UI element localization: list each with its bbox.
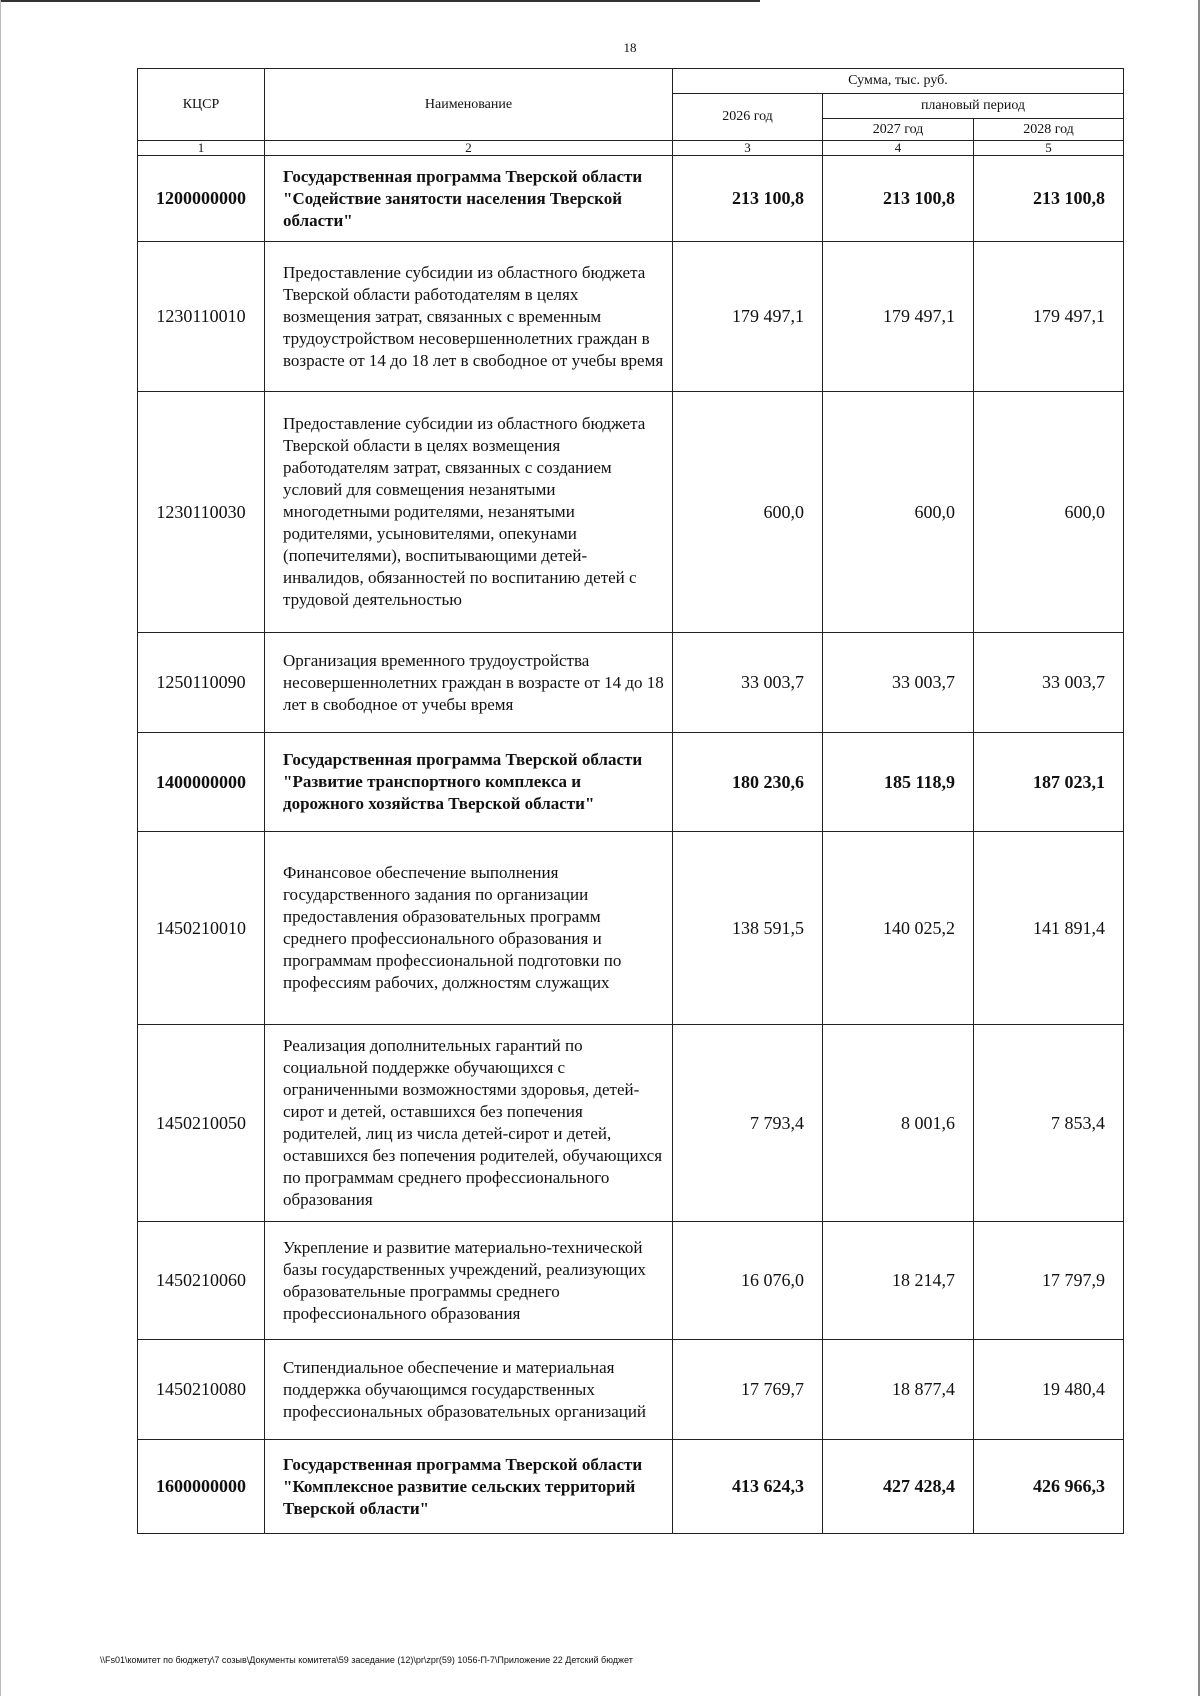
row-amount-2027: 600,0 <box>823 392 974 633</box>
row-name: Государственная программа Тверской области "Развитие транспортного комплекса и дорожного хозяйства Тверской области" <box>265 733 673 832</box>
row-amount-2027: 185 118,9 <box>823 733 974 832</box>
row-amount-2028: 19 480,4 <box>974 1340 1124 1440</box>
row-name: Государственная программа Тверской области "Содействие занятости населения Тверской области" <box>265 156 673 242</box>
header-name: Наименование <box>265 69 673 141</box>
row-amount-2026: 138 591,5 <box>673 832 823 1025</box>
row-amount-2028: 141 891,4 <box>974 832 1124 1025</box>
page-number: 18 <box>623 40 637 55</box>
row-amount-2027: 179 497,1 <box>823 242 974 392</box>
header-year-2027: 2027 год <box>823 119 974 141</box>
row-amount-2028: 7 853,4 <box>974 1025 1124 1222</box>
table-body <box>138 156 1124 1534</box>
budget-table <box>137 68 1124 1534</box>
column-numbers-row <box>138 141 1124 156</box>
row-amount-2027: 8 001,6 <box>823 1025 974 1222</box>
row-amount-2028: 17 797,9 <box>974 1222 1124 1340</box>
row-amount-2028: 179 497,1 <box>974 242 1124 392</box>
table-row <box>138 156 1124 242</box>
table-header <box>138 69 1124 156</box>
row-code: 1230110010 <box>138 242 265 392</box>
row-name: Укрепление и развитие материально-технической базы государственных учреждений, реализующих образовательные программы среднего профессионального образования <box>265 1222 673 1340</box>
row-name: Организация временного трудоустройства несовершеннолетних граждан в возрасте от 14 до 18 лет в свободное от учебы время <box>265 633 673 733</box>
row-amount-2027: 213 100,8 <box>823 156 974 242</box>
column-number: 3 <box>673 141 823 156</box>
row-name: Реализация дополнительных гарантий по социальной поддержке обучающихся с ограниченными возможностями здоровья, детей-сирот и детей, оставшихся без попечения родителей, лиц из числа детей-сирот и детей, оставшихся без попечения родителей, обучающихся по программам среднего профессионального образования <box>265 1025 673 1222</box>
table-row <box>138 1440 1124 1534</box>
row-amount-2027: 427 428,4 <box>823 1440 974 1534</box>
header-planned-period: плановый период <box>823 94 1124 119</box>
header-sum: Сумма, тыс. руб. <box>673 69 1124 94</box>
row-name: Стипендиальное обеспечение и материальная поддержка обучающимся государственных профессиональных образовательных организаций <box>265 1340 673 1440</box>
table-row <box>138 733 1124 832</box>
table-row <box>138 392 1124 633</box>
row-amount-2026: 600,0 <box>673 392 823 633</box>
row-amount-2026: 179 497,1 <box>673 242 823 392</box>
table-row <box>138 1222 1124 1340</box>
row-amount-2027: 18 877,4 <box>823 1340 974 1440</box>
row-name: Предоставление субсидии из областного бюджета Тверской области работодателям в целях возмещения затрат, связанных с временным трудоустройством несовершеннолетних граждан в возрасте от 14 до 18 лет в свободное от учебы время <box>265 242 673 392</box>
table-row <box>138 242 1124 392</box>
row-code: 1450210050 <box>138 1025 265 1222</box>
column-number: 2 <box>265 141 673 156</box>
footer-file-path: \\Fs01\комитет по бюджету\7 созыв\Документы комитета\59 заседание (12)\pr\zpr(59) 1056-П-7\Приложение 22 Детский бюджет <box>100 1655 633 1665</box>
header-year-2028: 2028 год <box>974 119 1124 141</box>
page-border-left <box>0 0 1 1696</box>
row-amount-2026: 16 076,0 <box>673 1222 823 1340</box>
row-amount-2028: 600,0 <box>974 392 1124 633</box>
row-amount-2026: 33 003,7 <box>673 633 823 733</box>
row-name: Предоставление субсидии из областного бюджета Тверской области в целях возмещения работодателям затрат, связанных с созданием условий для совмещения незанятыми многодетными родителями, незанятыми родителями, усыновителями, опекунами (попечителями), воспитывающими детей-инвалидов, обязанностей по воспитанию детей с трудовой деятельностью <box>265 392 673 633</box>
row-code: 1250110090 <box>138 633 265 733</box>
row-amount-2026: 7 793,4 <box>673 1025 823 1222</box>
table-row <box>138 1025 1124 1222</box>
header-year-2026: 2026 год <box>673 94 823 141</box>
column-number: 1 <box>138 141 265 156</box>
row-amount-2028: 213 100,8 <box>974 156 1124 242</box>
row-amount-2028: 187 023,1 <box>974 733 1124 832</box>
row-amount-2028: 426 966,3 <box>974 1440 1124 1534</box>
row-amount-2027: 33 003,7 <box>823 633 974 733</box>
row-code: 1600000000 <box>138 1440 265 1534</box>
row-name: Государственная программа Тверской области "Комплексное развитие сельских территорий Тверской области" <box>265 1440 673 1534</box>
row-code: 1400000000 <box>138 733 265 832</box>
row-amount-2026: 413 624,3 <box>673 1440 823 1534</box>
row-amount-2026: 180 230,6 <box>673 733 823 832</box>
row-amount-2026: 17 769,7 <box>673 1340 823 1440</box>
row-name: Финансовое обеспечение выполнения государственного задания по организации предоставления образовательных программ среднего профессионального образования и программам профессиональной подготовки по профессиям рабочих, должностям служащих <box>265 832 673 1025</box>
table-row <box>138 832 1124 1025</box>
row-amount-2026: 213 100,8 <box>673 156 823 242</box>
column-number: 4 <box>823 141 974 156</box>
row-amount-2028: 33 003,7 <box>974 633 1124 733</box>
row-code: 1450210060 <box>138 1222 265 1340</box>
table-row <box>138 633 1124 733</box>
row-amount-2027: 140 025,2 <box>823 832 974 1025</box>
row-code: 1230110030 <box>138 392 265 633</box>
row-code: 1200000000 <box>138 156 265 242</box>
row-code: 1450210010 <box>138 832 265 1025</box>
table-row <box>138 1340 1124 1440</box>
page-border-top <box>0 0 760 2</box>
row-amount-2027: 18 214,7 <box>823 1222 974 1340</box>
header-code: КЦСР <box>138 69 265 141</box>
column-number: 5 <box>974 141 1124 156</box>
row-code: 1450210080 <box>138 1340 265 1440</box>
